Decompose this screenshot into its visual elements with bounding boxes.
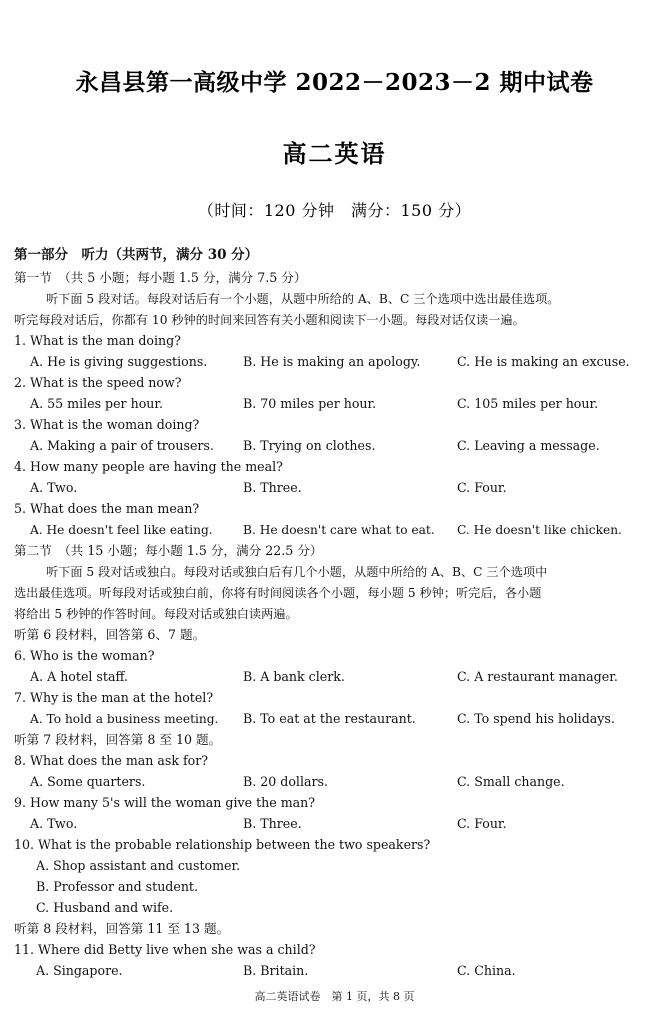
question-stem: 9. How many 5's will the woman give the man?: [14, 795, 316, 810]
section2-instruction: 选出最佳选项。听每段对话或独白前，你将有时间阅读各个小题，每小题 5 秒钟；听完后，各小题: [14, 586, 542, 600]
section2-instruction: 将给出 5 秒钟的作答时间。每段对话或独白读两遍。: [14, 607, 298, 621]
option-b: B. 20 dollars.: [243, 774, 328, 789]
section1-instruction: 听下面 5 段对话。每段对话后有一个小题，从题中所给的 A、B、C 三个选项中选出最佳选项。: [46, 292, 560, 306]
subject-title: 高二英语: [282, 139, 387, 168]
section1-instruction: 听完每段对话后，你都有 10 秒钟的时间来回答有关小题和阅读下一小题。每段对话仅读一遍。: [14, 313, 525, 327]
option-c: C. Small change.: [457, 774, 565, 789]
option-b: B. To eat at the restaurant.: [243, 711, 416, 726]
option-a: A. Singapore.: [36, 963, 123, 978]
question-stem: 6. Who is the woman?: [14, 648, 155, 663]
option-a: A. To hold a business meeting.: [30, 712, 219, 726]
option-a: A. He doesn't feel like eating.: [30, 523, 213, 537]
section1-heading: 第一节 （共 5 小题；每小题 1.5 分，满分 7.5 分）: [14, 270, 307, 285]
option-b: B. He doesn't care what to eat.: [243, 523, 435, 537]
option-c: C. Husband and wife.: [36, 900, 174, 915]
option-b: B. 70 miles per hour.: [243, 396, 377, 411]
option-a: A. 55 miles per hour.: [30, 396, 164, 411]
option-c: C. He is making an excuse.: [457, 354, 630, 369]
question-stem: 11. Where did Betty live when she was a child?: [14, 942, 316, 957]
material-note: 听第 6 段材料，回答第 6、7 题。: [14, 627, 206, 642]
option-c: C. China.: [457, 963, 516, 978]
question-stem: 2. What is the speed now?: [14, 375, 182, 390]
option-b: B. Three.: [243, 480, 302, 495]
page-footer: 高二英语试卷 第 1 页，共 8 页: [254, 990, 415, 1003]
option-b: B. Three.: [243, 816, 302, 831]
option-a: A. He is giving suggestions.: [30, 354, 208, 369]
option-c: C. 105 miles per hour.: [457, 396, 599, 411]
option-b: B. Britain.: [243, 963, 309, 978]
option-c: C. Four.: [457, 816, 507, 831]
option-b: B. Professor and student.: [36, 879, 198, 894]
option-b: B. A bank clerk.: [243, 669, 345, 684]
option-c: C. To spend his holidays.: [457, 711, 615, 726]
question-stem: 7. Why is the man at the hotel?: [14, 690, 214, 705]
option-a: A. Making a pair of trousers.: [30, 438, 214, 453]
part1-heading: 第一部分 听力（共两节，满分 30 分）: [14, 247, 259, 263]
option-b: B. Trying on clothes.: [243, 438, 376, 453]
option-c: C. He doesn't like chicken.: [457, 523, 622, 537]
option-c: C. A restaurant manager.: [457, 669, 618, 684]
section2-heading: 第二节 （共 15 小题；每小题 1.5 分，满分 22.5 分）: [14, 543, 323, 558]
option-a: A. Two.: [30, 480, 78, 495]
section2-instruction: 听下面 5 段对话或独白。每段对话或独白后有几个小题，从题中所给的 A、B、C 三个选项中: [46, 565, 548, 579]
material-note: 听第 8 段材料，回答第 11 至 13 题。: [14, 921, 230, 936]
question-stem: 10. What is the probable relationship between the two speakers?: [14, 837, 431, 852]
school-title: 永昌县第一高级中学 2022－2023－2 期中试卷: [75, 69, 594, 96]
question-stem: 1. What is the man doing?: [14, 333, 181, 348]
time-score: （时间：120 分钟 满分：150 分）: [197, 201, 472, 220]
option-b: B. He is making an apology.: [243, 354, 421, 369]
question-stem: 3. What is the woman doing?: [14, 417, 200, 432]
option-c: C. Leaving a message.: [457, 438, 600, 453]
option-a: A. A hotel staff.: [30, 669, 128, 684]
question-stem: 4. How many people are having the meal?: [14, 459, 283, 474]
question-stem: 5. What does the man mean?: [14, 501, 200, 516]
question-stem: 8. What does the man ask for?: [14, 753, 209, 768]
option-a: A. Some quarters.: [30, 774, 146, 789]
option-c: C. Four.: [457, 480, 507, 495]
material-note: 听第 7 段材料，回答第 8 至 10 题。: [14, 732, 222, 747]
option-a: A. Shop assistant and customer.: [36, 858, 241, 873]
option-a: A. Two.: [30, 816, 78, 831]
